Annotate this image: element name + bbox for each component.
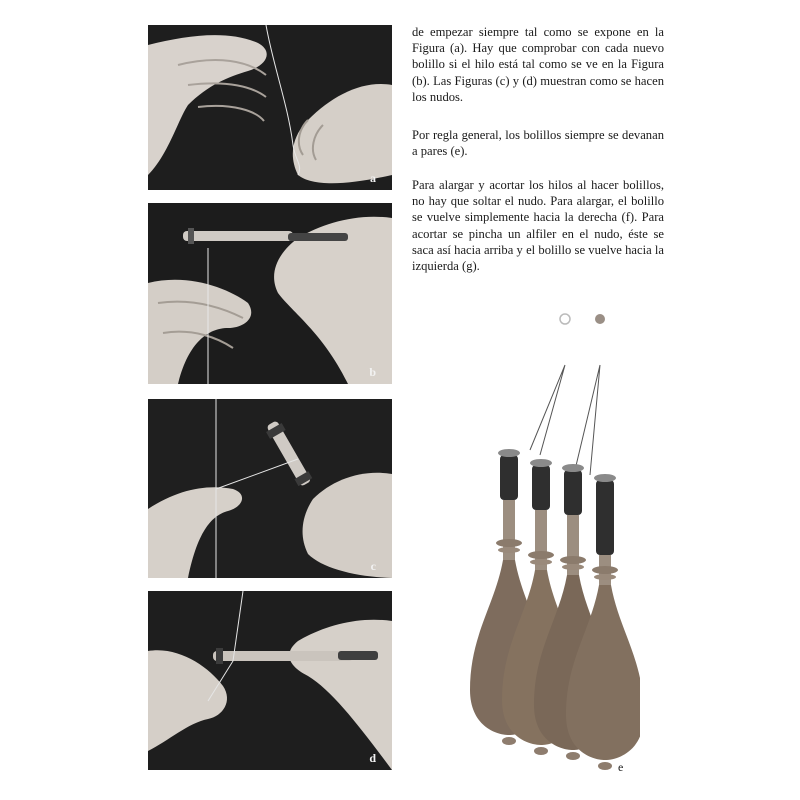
figure-a-label: a [370,171,376,185]
figure-a-photo [148,25,392,190]
figure-d-illustration [148,591,392,770]
paragraph-3: Para alargar y acortar los hilos al hacer bolillos, no hay que soltar el nudo. Para alargar, el bolillo se vuelve simplemente hacia la derecha (f). Para acortar se pincha un alfiler en el nudo, éste se saca así hacia arriba y el bolillo se vuelve hacia la izquierda (g). [412,178,664,274]
figure-c-illustration [148,399,392,578]
figure-e-label: e [618,760,624,774]
paragraph-1: de empezar siempre tal como se expone en la Figura (a). Hay que comprobar con cada nuevo bolillo si el hilo está tal como se ve en la Figura (b). Las Figuras (c) y (d) muestran como se hacen los nudos. [412,25,664,104]
figure-a-illustration [148,25,392,190]
figure-c-label: c [370,559,376,573]
figure-b-illustration [148,203,392,384]
figure-b-photo [148,203,392,384]
figure-c-photo [148,399,392,578]
figure-e-photo [440,305,640,785]
figure-d-photo [148,591,392,770]
figure-d-label: d [369,751,376,765]
paragraph-2: Por regla general, los bolillos siempre se devanan a pares (e). [412,128,664,159]
figure-b-label: b [369,365,376,379]
figure-e-illustration [440,305,640,785]
